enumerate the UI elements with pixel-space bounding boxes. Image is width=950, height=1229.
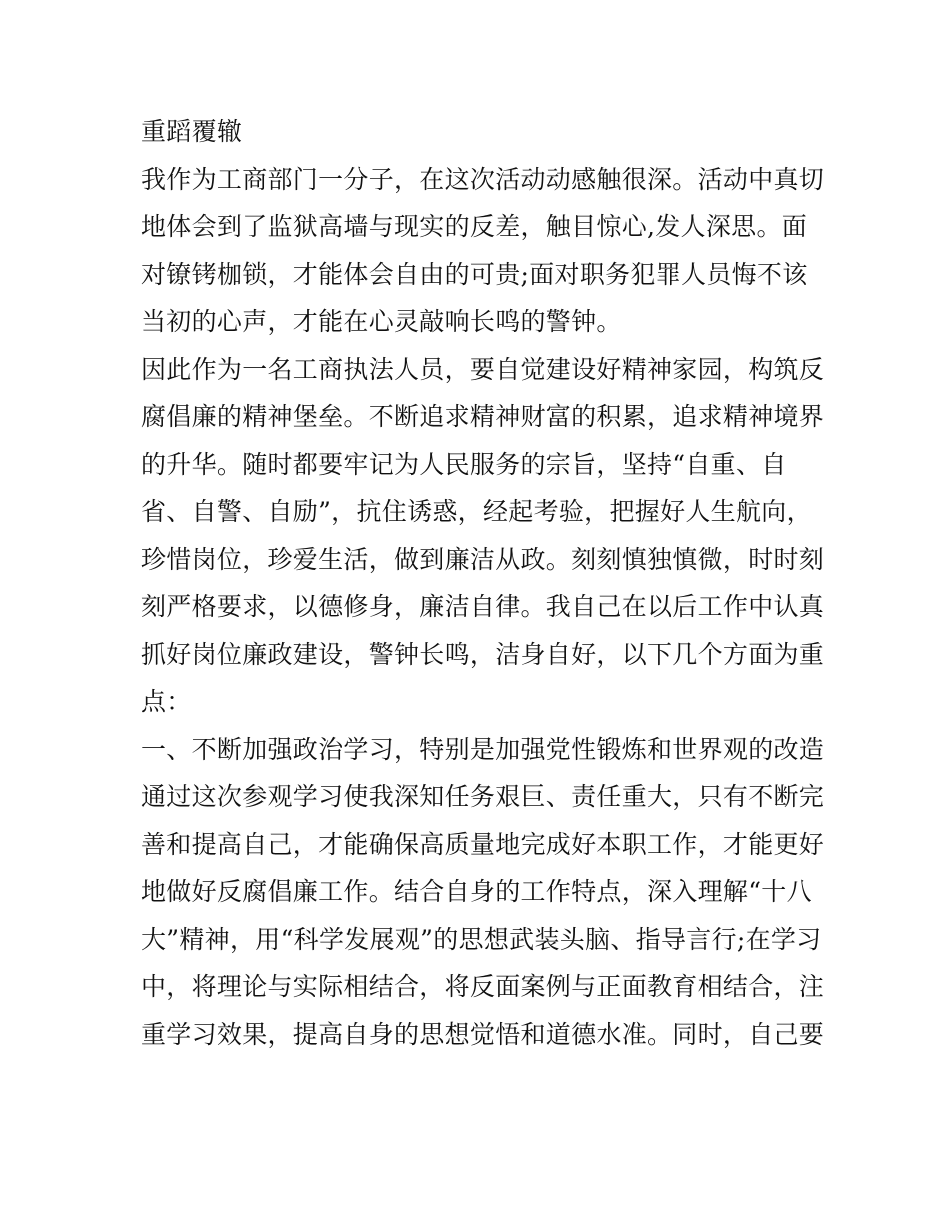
text-line: 大”精神，用“科学发展观”的思想武装头脑、指导言行;在学习 <box>141 924 822 954</box>
text-line: 因此作为一名工商执法人员，要自觉建设好精神家园，构筑反 <box>141 354 825 384</box>
document-title: 重蹈覆辙 <box>141 117 243 146</box>
text-line: 地做好反腐倡廉工作。结合自身的工作特点，深入理解“十八 <box>141 877 812 906</box>
text-line: 善和提高自己，才能确保高质量地完成好本职工作，才能更好 <box>141 829 825 859</box>
text-line: 地体会到了监狱高墙与现实的反差，触目惊心,发人深思。面 <box>141 212 808 241</box>
text-line: 点： <box>141 687 192 716</box>
text-line: 抓好岗位廉政建设，警钟长鸣，洁身自好，以下几个方面为重 <box>141 639 825 669</box>
text-line: 腐倡廉的精神堡垒。不断追求精神财富的积累，追求精神境界 <box>141 402 825 431</box>
text-line: 通过这次参观学习使我深知任务艰巨、责任重大，只有不断完 <box>141 782 825 811</box>
text-line: 对镣铐枷锁，才能体会自由的可贵;面对职务犯罪人员悔不该 <box>141 259 808 289</box>
text-line: 当初的心声，才能在心灵敲响长鸣的警钟。 <box>141 307 622 336</box>
text-line: 的升华。随时都要牢记为人民服务的宗旨，坚持“自重、自 <box>141 449 787 479</box>
text-line: 我作为工商部门一分子，在这次活动动感触很深。活动中真切 <box>141 164 825 194</box>
text-line: 省、自警、自励”，抗住诱惑，经起考验，把握好人生航向， <box>141 497 812 526</box>
text-line: 珍惜岗位，珍爱生活，做到廉洁从政。刻刻慎独慎微，时时刻 <box>141 544 825 574</box>
document-body <box>141 108 825 1058</box>
text-line: 一、不断加强政治学习，特别是加强党性锻炼和世界观的改造 <box>141 734 825 764</box>
text-line: 刻严格要求，以德修身，廉洁自律。我自己在以后工作中认真 <box>141 592 825 621</box>
text-line: 重学习效果，提高自身的思想觉悟和道德水准。同时，自己要 <box>141 1019 825 1049</box>
text-line: 中，将理论与实际相结合，将反面案例与正面教育相结合，注 <box>141 972 825 1001</box>
